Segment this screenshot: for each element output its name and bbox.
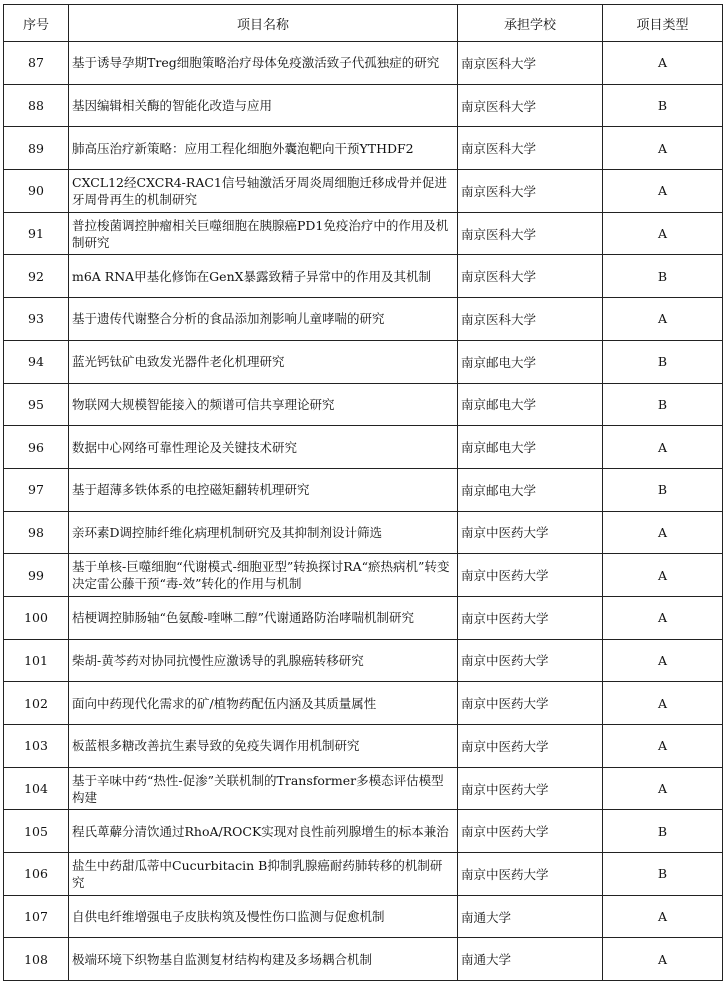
row-school: 南京中医药大学 — [458, 554, 603, 597]
row-school: 南京中医药大学 — [458, 682, 603, 725]
row-project-type: B — [603, 383, 723, 426]
row-project-type: A — [603, 170, 723, 213]
row-school: 南京医科大学 — [458, 255, 603, 298]
row-serial-number: 101 — [4, 639, 69, 682]
table-row — [4, 298, 723, 341]
row-project-name: 程氏萆薢分清饮通过RhoA/ROCK实现对良性前列腺增生的标本兼治 — [69, 810, 458, 853]
row-serial-number: 94 — [4, 340, 69, 383]
row-school: 南京邮电大学 — [458, 468, 603, 511]
row-project-type: A — [603, 212, 723, 255]
row-project-type: A — [603, 596, 723, 639]
header-project-type: 项目类型 — [603, 5, 723, 42]
row-serial-number: 87 — [4, 42, 69, 85]
header-school: 承担学校 — [458, 5, 603, 42]
row-school: 南京邮电大学 — [458, 383, 603, 426]
row-project-type: A — [603, 767, 723, 810]
row-serial-number: 106 — [4, 853, 69, 896]
row-serial-number: 108 — [4, 938, 69, 981]
table-header-row — [4, 5, 723, 42]
row-serial-number: 92 — [4, 255, 69, 298]
table-row — [4, 895, 723, 938]
row-project-name: 柴胡-黄芩药对协同抗慢性应激诱导的乳腺癌转移研究 — [69, 639, 458, 682]
row-project-type: A — [603, 298, 723, 341]
table-row — [4, 383, 723, 426]
row-project-type: B — [603, 468, 723, 511]
row-serial-number: 90 — [4, 170, 69, 213]
row-serial-number: 105 — [4, 810, 69, 853]
table-row — [4, 938, 723, 981]
header-serial-number: 序号 — [4, 5, 69, 42]
row-serial-number: 98 — [4, 511, 69, 554]
row-project-type: A — [603, 725, 723, 768]
row-project-type: A — [603, 639, 723, 682]
table-row — [4, 42, 723, 85]
table-row — [4, 767, 723, 810]
row-school: 南京邮电大学 — [458, 340, 603, 383]
row-project-type: B — [603, 340, 723, 383]
table-row — [4, 725, 723, 768]
row-project-name: 基于遗传代谢整合分析的食品添加剂影响儿童哮喘的研究 — [69, 298, 458, 341]
row-project-type: B — [603, 84, 723, 127]
table-row — [4, 340, 723, 383]
table-row — [4, 682, 723, 725]
header-project-name: 项目名称 — [69, 5, 458, 42]
row-serial-number: 91 — [4, 212, 69, 255]
table-row — [4, 810, 723, 853]
row-project-name: 基于超薄多铁体系的电控磁矩翻转机理研究 — [69, 468, 458, 511]
row-school: 南京医科大学 — [458, 298, 603, 341]
row-serial-number: 97 — [4, 468, 69, 511]
project-table — [3, 4, 723, 981]
row-project-name: 普拉梭菌调控肿瘤相关巨噬细胞在胰腺癌PD1免疫治疗中的作用及机制研究 — [69, 212, 458, 255]
table-row — [4, 170, 723, 213]
row-project-name: 盐生中药甜瓜蒂中Cucurbitacin B抑制乳腺癌耐药肺转移的机制研究 — [69, 853, 458, 896]
row-project-type: A — [603, 127, 723, 170]
row-school: 南京中医药大学 — [458, 810, 603, 853]
row-project-name: 基于辛味中药“热性-促渗”关联机制的Transformer多模态评估模型构建 — [69, 767, 458, 810]
row-school: 南京中医药大学 — [458, 596, 603, 639]
table-row — [4, 554, 723, 597]
row-project-name: 肺高压治疗新策略：应用工程化细胞外囊泡靶向干预YTHDF2 — [69, 127, 458, 170]
row-school: 南京医科大学 — [458, 170, 603, 213]
row-project-name: m6A RNA甲基化修饰在GenX暴露致精子异常中的作用及其机制 — [69, 255, 458, 298]
row-serial-number: 88 — [4, 84, 69, 127]
row-school: 南京邮电大学 — [458, 426, 603, 469]
row-serial-number: 99 — [4, 554, 69, 597]
row-project-type: A — [603, 895, 723, 938]
row-serial-number: 96 — [4, 426, 69, 469]
row-serial-number: 93 — [4, 298, 69, 341]
row-project-name: 基于单核-巨噬细胞“代谢模式-细胞亚型”转换探讨RA“瘀热病机”转变决定雷公藤干预“毒-效”转化的作用与机制 — [69, 554, 458, 597]
row-project-name: 桔梗调控肺肠轴“色氨酸-喹啉二醇”代谢通路防治哮喘机制研究 — [69, 596, 458, 639]
row-project-name: 基因编辑相关酶的智能化改造与应用 — [69, 84, 458, 127]
row-project-type: B — [603, 810, 723, 853]
table-row — [4, 127, 723, 170]
row-school: 南通大学 — [458, 895, 603, 938]
row-project-name: 板蓝根多糖改善抗生素导致的免疫失调作用机制研究 — [69, 725, 458, 768]
row-project-type: A — [603, 42, 723, 85]
table-row — [4, 511, 723, 554]
row-project-name: 面向中药现代化需求的矿/植物药配伍内涵及其质量属性 — [69, 682, 458, 725]
table-row — [4, 639, 723, 682]
row-project-type: A — [603, 682, 723, 725]
row-school: 南京中医药大学 — [458, 639, 603, 682]
row-school: 南京医科大学 — [458, 212, 603, 255]
row-project-name: 亲环素D调控肺纤维化病理机制研究及其抑制剂设计筛选 — [69, 511, 458, 554]
row-school: 南京医科大学 — [458, 84, 603, 127]
row-project-name: 基于诱导孕期Treg细胞策略治疗母体免疫激活致子代孤独症的研究 — [69, 42, 458, 85]
row-project-name: 极端环境下织物基自监测复材结构构建及多场耦合机制 — [69, 938, 458, 981]
table-row — [4, 468, 723, 511]
row-project-type: A — [603, 938, 723, 981]
row-school: 南京中医药大学 — [458, 511, 603, 554]
row-serial-number: 104 — [4, 767, 69, 810]
row-project-type: A — [603, 554, 723, 597]
row-school: 南通大学 — [458, 938, 603, 981]
row-school: 南京医科大学 — [458, 127, 603, 170]
row-school: 南京中医药大学 — [458, 853, 603, 896]
row-school: 南京中医药大学 — [458, 767, 603, 810]
row-serial-number: 103 — [4, 725, 69, 768]
row-serial-number: 102 — [4, 682, 69, 725]
row-school: 南京医科大学 — [458, 42, 603, 85]
row-project-name: 数据中心网络可靠性理论及关键技术研究 — [69, 426, 458, 469]
row-project-type: A — [603, 511, 723, 554]
row-school: 南京中医药大学 — [458, 725, 603, 768]
row-project-type: B — [603, 255, 723, 298]
table-row — [4, 84, 723, 127]
table-row — [4, 426, 723, 469]
row-serial-number: 89 — [4, 127, 69, 170]
table-row — [4, 255, 723, 298]
row-project-name: 自供电纤维增强电子皮肤构筑及慢性伤口监测与促愈机制 — [69, 895, 458, 938]
row-project-name: 物联网大规模智能接入的频谱可信共享理论研究 — [69, 383, 458, 426]
row-serial-number: 100 — [4, 596, 69, 639]
table-row — [4, 596, 723, 639]
table-row — [4, 853, 723, 896]
table-body — [4, 42, 723, 981]
row-serial-number: 95 — [4, 383, 69, 426]
table-row — [4, 212, 723, 255]
row-serial-number: 107 — [4, 895, 69, 938]
row-project-name: CXCL12经CXCR4-RAC1信号轴激活牙周炎周细胞迁移成骨并促进牙周骨再生的机制研究 — [69, 170, 458, 213]
row-project-name: 蓝光钙钛矿电致发光器件老化机理研究 — [69, 340, 458, 383]
row-project-type: A — [603, 426, 723, 469]
row-project-type: B — [603, 853, 723, 896]
